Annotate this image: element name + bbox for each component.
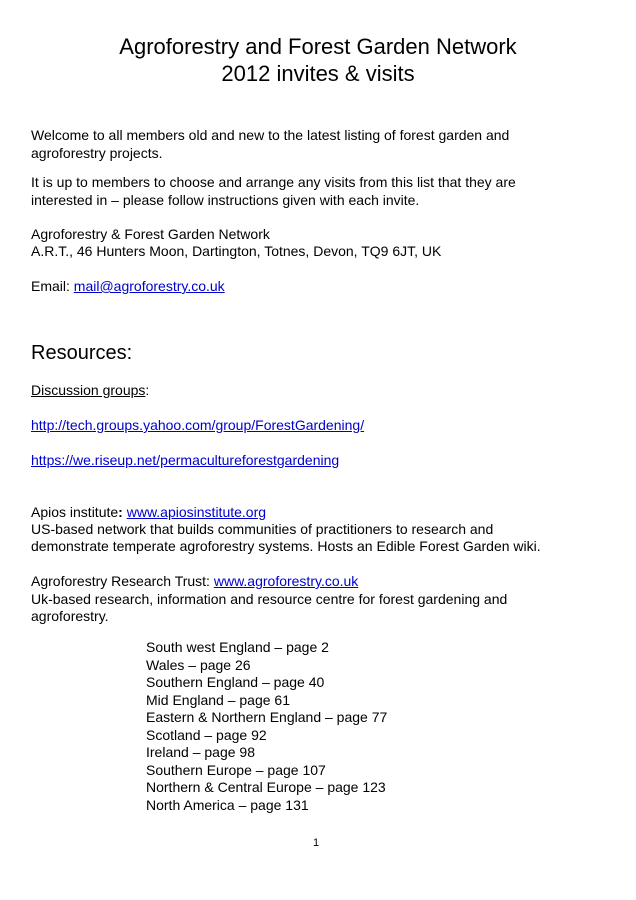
group-link-row — [31, 451, 339, 469]
contents-item: Southern Europe – page 107 — [146, 761, 326, 778]
art-desc-line2: agroforestry. — [31, 608, 109, 624]
group-link-row — [31, 416, 364, 434]
contents-item: Southern England – page 40 — [146, 674, 325, 690]
riseup-group-link[interactable]: https://we.riseup.net/permacultureforestgardening — [31, 452, 340, 468]
email-line — [31, 277, 225, 295]
document-title: Agroforestry and Forest Garden Network — [119, 34, 517, 59]
art-name: Agroforestry Research Trust: — [31, 573, 214, 589]
art-desc-line1: Uk-based research, information and resource centre for forest gardening and — [31, 591, 508, 607]
org-address: A.R.T., 46 Hunters Moon, Dartington, Totnes, Devon, TQ9 6JT, UK — [31, 243, 442, 259]
contents-item: North America – page 131 — [146, 796, 309, 813]
welcome-text-line1: Welcome to all members old and new to the latest listing of forest garden and — [31, 127, 510, 143]
members-text-line1: It is up to members to choose and arrange any visits from this list that they are — [31, 174, 516, 190]
document-subtitle: 2012 invites & visits — [221, 61, 415, 86]
contents-item: South west England – page 2 — [146, 639, 329, 655]
contents-item: Scotland – page 92 — [146, 726, 267, 743]
email-label: Email: — [31, 278, 74, 294]
contents-item: Northern & Central Europe – page 123 — [146, 779, 386, 795]
apios-colon: : — [118, 504, 123, 520]
art-link[interactable]: www.agroforestry.co.uk — [213, 573, 359, 589]
contents-list — [146, 639, 387, 814]
email-link[interactable]: mail@agroforestry.co.uk — [73, 278, 225, 294]
yahoo-group-link[interactable]: http://tech.groups.yahoo.com/group/ForestGardening/ — [31, 417, 365, 433]
apios-link[interactable]: www.apiosinstitute.org — [126, 504, 267, 520]
discussion-groups-text: Discussion groups — [31, 382, 146, 398]
contents-item: Mid England – page 61 — [146, 691, 290, 708]
contents-item: Ireland – page 98 — [146, 744, 255, 760]
apios-name: Apios institute — [31, 504, 119, 520]
apios-desc-line1: US-based network that builds communities of practitioners to research and — [31, 521, 494, 537]
discussion-groups-colon: : — [145, 382, 150, 398]
contents-item: Wales – page 26 — [146, 656, 251, 673]
apios-line — [31, 503, 266, 521]
apios-desc-line2: demonstrate temperate agroforestry systems. Hosts an Edible Forest Garden wiki. — [31, 538, 541, 554]
org-name: Agroforestry & Forest Garden Network — [31, 226, 270, 242]
members-text-line2: interested in – please follow instructions given with each invite. — [31, 192, 420, 208]
page-number: 1 — [313, 837, 320, 849]
art-line — [31, 572, 358, 590]
discussion-groups-label — [31, 381, 149, 399]
resources-heading: Resources: — [31, 342, 133, 364]
contents-item: Eastern & Northern England – page 77 — [146, 709, 388, 725]
welcome-text-line2: agroforestry projects. — [31, 145, 163, 161]
